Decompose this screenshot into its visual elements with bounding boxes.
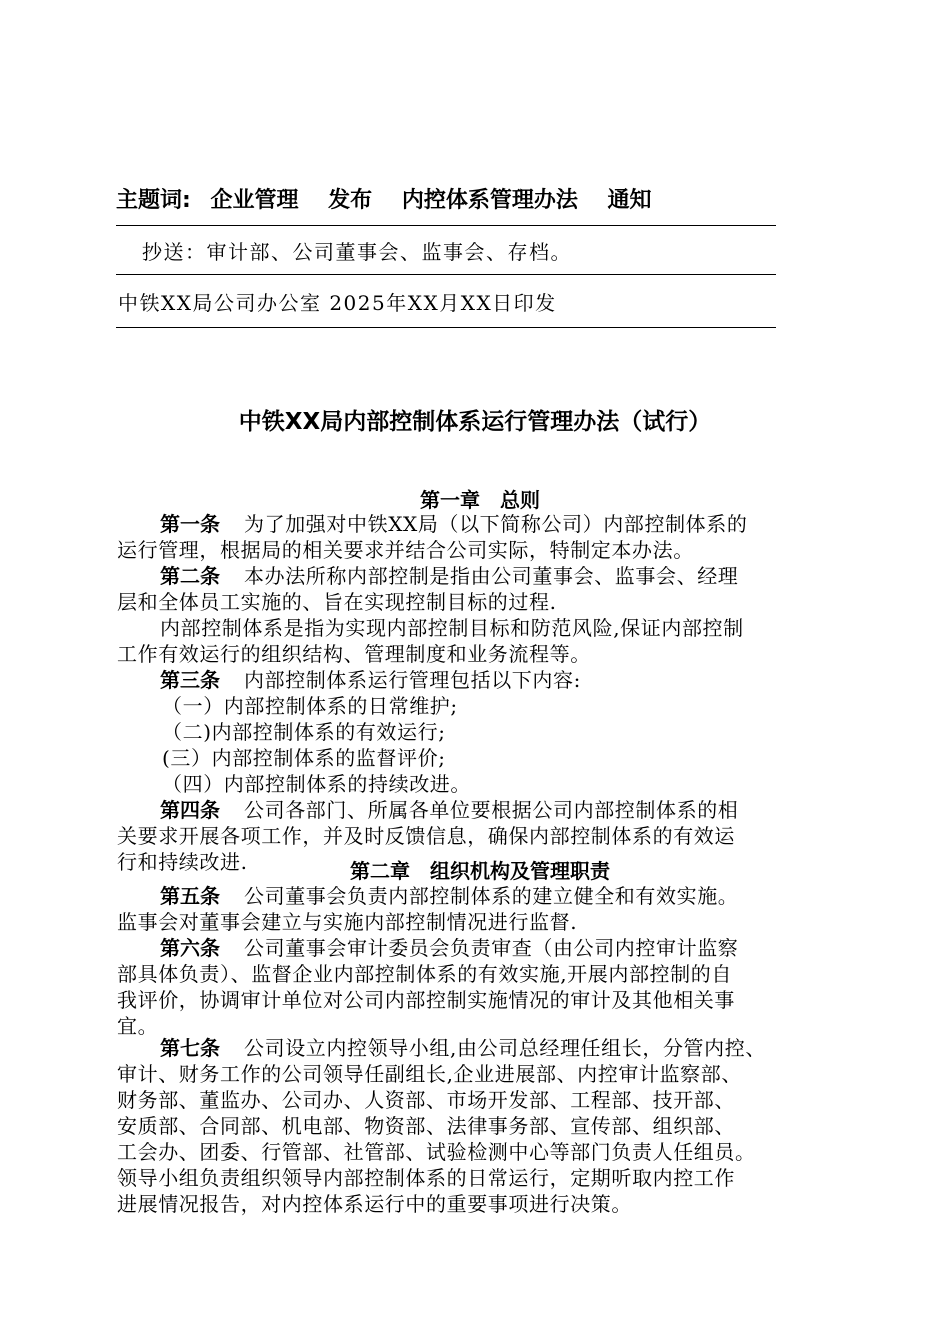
article-label: 第六条 — [160, 936, 220, 960]
article-1-line: 运行管理，根据局的相关要求并结合公司实际，特制定本办法。 — [117, 538, 694, 562]
list-item: （四）内部控制体系的持续改进。 — [162, 772, 471, 796]
article-5-line: 监事会对董事会建立与实施内部控制情况进行监督. — [117, 910, 578, 934]
keyword: 内控体系管理办法 — [401, 188, 578, 213]
article-7-line: 领导小组负责组织领导内部控制体系的日常运行，定期听取内控工作 — [117, 1166, 735, 1190]
keywords-label: 主题词: — [116, 188, 191, 213]
article-5-line: 第五条 公司董事会负责内部控制体系的建立健全和有效实施。 — [160, 884, 739, 908]
article-2-line: 工作有效运行的组织结构、管理制度和业务流程等。 — [117, 642, 591, 666]
keyword: 发布 — [328, 188, 373, 213]
subject-keywords — [116, 183, 674, 214]
list-item: （一）内部控制体系的日常维护; — [162, 694, 458, 718]
divider — [116, 274, 776, 275]
article-7-line: 进展情况报告，对内控体系运行中的重要事项进行决策。 — [117, 1192, 632, 1216]
article-3-line: 第三条 内部控制体系运行管理包括以下内容: — [160, 668, 581, 692]
divider — [116, 225, 776, 226]
document-title: 中铁XX局内部控制体系运行管理办法（试行） — [238, 409, 712, 435]
article-7-line: 安质部、合同部、机电部、物资部、法律事务部、宣传部、组织部、 — [117, 1114, 735, 1138]
article-label: 第二条 — [160, 564, 220, 588]
article-2-line: 层和全体员工实施的、旨在实现控制目标的过程. — [117, 590, 557, 614]
article-7-line: 财务部、董监办、公司办、人资部、市场开发部、工程部、技开部、 — [117, 1088, 735, 1112]
keyword: 通知 — [607, 188, 652, 213]
article-6-line: 第六条 公司董事会审计委员会负责审查（由公司内控审计监察 — [160, 936, 739, 960]
article-label: 第五条 — [160, 884, 220, 908]
keyword: 企业管理 — [210, 188, 299, 213]
article-7-line: 第七条 公司设立内控领导小组,由公司总经理任组长，分管内控、 — [160, 1036, 766, 1060]
article-7-line: 工会办、团委、行管部、社管部、试验检测中心等部门负责人任组员。 — [117, 1140, 756, 1164]
list-item: （二)内部控制体系的有效运行; — [162, 720, 446, 744]
printed-line: 中铁XX局公司办公室 2025年XX月XX日印发 — [118, 291, 557, 315]
article-1-line: 第一条 为了加强对中铁XX局（以下简称公司）内部控制体系的 — [160, 512, 748, 536]
article-4-line: 行和持续改进. — [117, 850, 248, 874]
article-2-line: 第二条 本办法所称内部控制是指由公司董事会、监事会、经理 — [160, 564, 739, 588]
article-label: 第一条 — [160, 512, 220, 536]
chapter-heading: 第一章 总则 — [420, 488, 540, 512]
article-2-line: 内部控制体系是指为实现内部控制目标和防范风险,保证内部控制 — [160, 616, 744, 640]
article-label: 第七条 — [160, 1036, 220, 1060]
article-6-line: 宜。 — [117, 1014, 159, 1038]
article-6-line: 部具体负责）、监督企业内部控制体系的有效实施,开展内部控制的自 — [117, 962, 732, 986]
article-label: 第四条 — [160, 798, 220, 822]
divider — [116, 327, 776, 328]
list-item: (三）内部控制体系的监督评价; — [162, 746, 446, 770]
article-6-line: 我评价，协调审计单位对公司内部控制实施情况的审计及其他相关事 — [117, 988, 735, 1012]
article-label: 第三条 — [160, 668, 220, 692]
article-7-line: 审计、财务工作的公司领导任副组长,企业进展部、内控审计监察部、 — [117, 1062, 742, 1086]
chapter-heading: 第二章 组织机构及管理职责 — [350, 859, 610, 883]
article-4-line: 关要求开展各项工作，并及时反馈信息，确保内部控制体系的有效运 — [117, 824, 735, 848]
cc-line: 抄送：审计部、公司董事会、监事会、存档。 — [142, 240, 572, 264]
article-4-line: 第四条 公司各部门、所属各单位要根据公司内部控制体系的相 — [160, 798, 739, 822]
